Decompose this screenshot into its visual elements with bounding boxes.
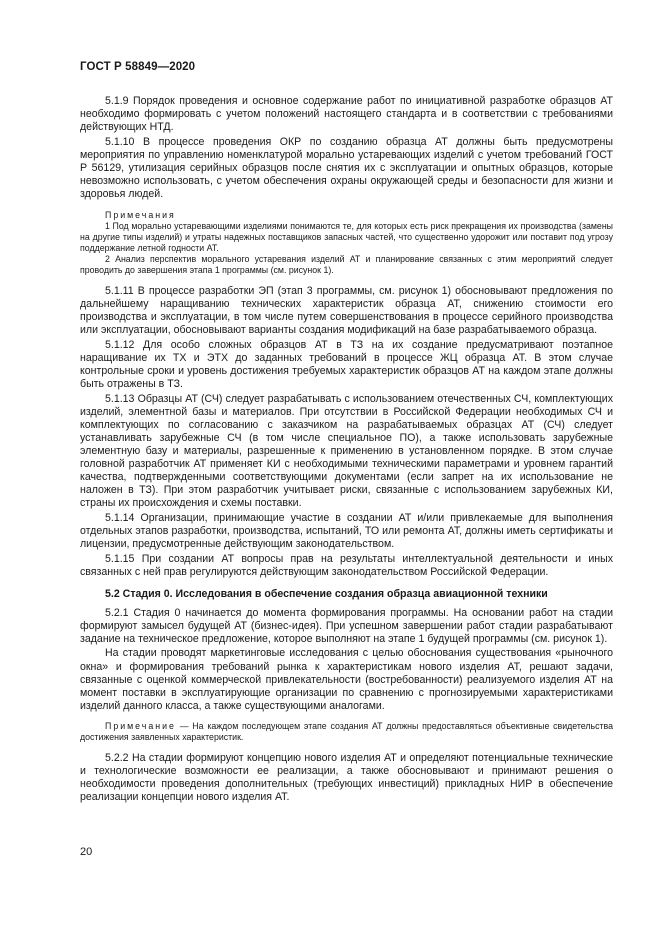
notes-block: [80, 210, 613, 276]
inline-note: [80, 721, 613, 743]
paragraph-5-1-10: 5.1.10 В процессе проведения ОКР по созданию образца АТ должны быть предусмотрены мероприятия по управлению номенклатурой морально устаревающих изделий с учетом требований ГОСТ Р 56129, утилизация серийных образцов после снятия их с эксплуатации и опытных образцов, которые невозможно использовать, с учетом обеспечения охраны окружающей среды и безопасности для жизни и здоровья людей.: [80, 135, 613, 201]
paragraph-5-1-15: 5.1.15 При создании АТ вопросы прав на результаты интеллектуальной деятельности и иных связанных с ней прав регулируются действующим законодательством Российской Федерации.: [80, 552, 613, 578]
paragraph-5-2-2: 5.2.2 На стадии формируют концепцию нового изделия АТ и определяют потенциальные технические и технологические возможности ее реализации, а также обосновывают и принимают решения о необходимости проведения дополнительных (требующих инвестиций) прикладных НИР в обеспечение реализации концепции нового изделия АТ.: [80, 751, 613, 804]
section-title-5-2: 5.2 Стадия 0. Исследования в обеспечение создания образца авиационной техники: [105, 587, 548, 600]
paragraph-5-1-13: 5.1.13 Образцы АТ (СЧ) следует разрабатывать с использованием отечественных СЧ, комплектующих изделий, элементной базы и материалов. При отсутствии в Российской Федерации необходимых СЧ и комплектующих по согласованию с заказчиком на разрабатываемых образцах АТ (СЧ) следует устанавливать зарубежные СЧ (в том числе специальное ПО), а также использовать зарубежные элементную базу и материалы, разрешенные к применению в установленном порядке. В этом случае головной разработчик АТ применяет КИ с необходимыми техническими параметрами и уровнем гарантий качества, подтвержденными соответствующими документами (если запрет на их использование не наложен в ТЗ). При этом разработчик учитывает риски, связанные с использованием зарубежных КИ, страны их происхождения и схемы поставки.: [80, 392, 613, 510]
paragraph-market-research: На стадии проводят маркетинговые исследования с целью обоснования существования «рыночного окна» и формирования требований рынка к характеристикам нового изделия АТ, решают задачи, связанные с оценкой коммерческой привлекательности (востребованности) реализуемого изделия АТ на момент поставки в эксплуатирующие организации по сравнению с прогнозируемыми характеристиками изделий данного класса, а также существующими аналогами.: [80, 647, 613, 712]
paragraph-5-1-12: 5.1.12 Для особо сложных образцов АТ в ТЗ на их создание предусматривают поэтапное наращивание их ТХ и ЭТХ до заданных требований в процессе ЖЦ образца АТ. В этом случае контрольные сроки и уровень достижения требуемых характеристик образцов АТ на каждом этапе должны быть отражены в ТЗ.: [80, 338, 613, 391]
document-code-header: ГОСТ Р 58849—2020: [80, 61, 196, 73]
page-number: 20: [80, 846, 93, 858]
page-body: [80, 95, 613, 806]
inline-note-label: Примечание: [105, 720, 176, 731]
paragraph-5-1-9: 5.1.9 Порядок проведения и основное содержание работ по инициативной разработке образцов АТ необходимо формировать с учетом положений настоящего стандарта и в соответствии с требованиями действующих НТД.: [80, 95, 613, 134]
paragraph-5-1-11: 5.1.11 В процессе разработки ЭП (этап 3 программы, см. рисунок 1) обосновывают предложения по дальнейшему наращиванию технических характеристик образца АТ, снижению стоимости его производства и эксплуатации, в том числе путем совершенствования в процессе серийного производства или эксплуатации, обосновывают варианты создания модификаций на базе разрабатываемого образца.: [80, 285, 613, 337]
inline-note-text: — На каждом последующем этапе создания АТ должны предоставляться объективные свидетельства достижения заявленных характеристик.: [80, 720, 613, 742]
notes-title: Примечания: [105, 210, 176, 221]
note-item-1: 1 Под морально устаревающими изделиями понимаются те, для которых есть риск прекращения их производства (замены на другие типы изделий) и утраты надежных поставщиков запасных частей, что существенно удорожит или поставит под угрозу поддержание летной годности АТ.: [80, 221, 613, 254]
note-item-2: 2 Анализ перспектив морального устаревания изделий АТ и планирование связанных с этим мероприятий следует проводить до завершения этапа 1 программы (см. рисунок 1).: [80, 254, 613, 276]
paragraph-5-2-1: 5.2.1 Стадия 0 начинается до момента формирования программы. На основании работ на стадии формируют замысел будущей АТ (бизнес-идея). При успешном завершении работ стадии разрабатывают задание на техническое предложение, которое выполняют на этапе 1 будущей программы (см. рисунок 1).: [80, 606, 613, 645]
paragraph-5-1-14: 5.1.14 Организации, принимающие участие в создании АТ и/или привлекаемые для выполнения отдельных этапов разработки, производства, испытаний, ТО или ремонта АТ, должны иметь сертификаты и лицензии, предусмотренные действующим законодательством.: [80, 511, 613, 551]
